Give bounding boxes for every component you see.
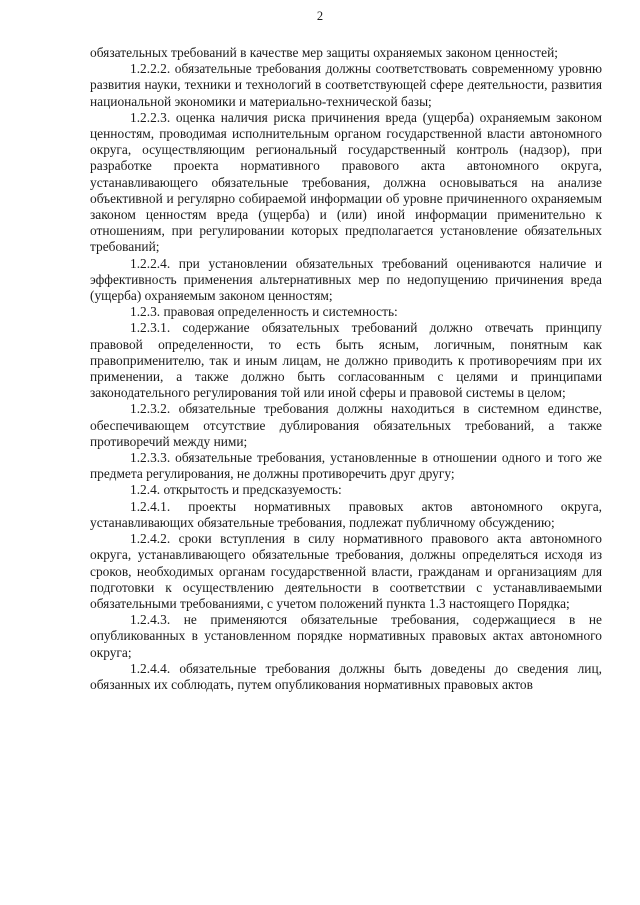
paragraph-1-2-4-1: 1.2.4.1. проекты нормативных правовых актов автономного округа, устанавливающих обязательные требования, подлежат публичному обсуждению; (90, 498, 602, 530)
paragraph-1-2-2-2: 1.2.2.2. обязательные требования должны соответствовать современному уровню развития науки, техники и технологий в соответствующей сфере деятельности, развития национальной экономики и материально-технической базы; (90, 61, 602, 109)
paragraph-1-2-3-3: 1.2.3.3. обязательные требования, установленные в отношении одного и того же предмета регулирования, не должны противоречить друг другу; (90, 450, 602, 482)
paragraph-1-2-3: 1.2.3. правовая определенность и системность: (130, 304, 398, 320)
paragraph-1-2-4-3: 1.2.4.3. не применяются обязательные требования, содержащиеся в не опубликованных в установленном порядке нормативных правовых актах автономного округа; (90, 612, 602, 660)
document-body (90, 45, 602, 693)
paragraph-1-2-4-4: 1.2.4.4. обязательные требования должны быть доведены до сведения лиц, обязанных их соблюдать, путем опубликования нормативных правовых актов (90, 660, 602, 692)
paragraph-continuation: обязательных требований в качестве мер защиты охраняемых законом ценностей; (90, 45, 558, 60)
paragraph-1-2-3-2: 1.2.3.2. обязательные требования должны находиться в системном единстве, обеспечивающем отсутствие дублирования обязательных требований, а также противоречий между ними; (90, 401, 602, 449)
paragraph-1-2-2-4: 1.2.2.4. при установлении обязательных требований оцениваются наличие и эффективность применения альтернативных мер по недопущению причинения вреда (ущерба) охраняемым законом ценностям; (90, 255, 602, 304)
paragraph-1-2-4-2: 1.2.4.2. сроки вступления в силу нормативного правового акта автономного округа, устанавливающего обязательные требования, должны определяться исходя из сроков, необходимых органам государственной власти, гражданам и организациям для подготовки к осуществлению деятельности в соответствии с устанавливаемыми обязательными требованиями, с учетом положений пункта 1.3 настоящего Порядка; (90, 531, 602, 611)
paragraph-1-2-2-3: 1.2.2.3. оценка наличия риска причинения вреда (ущерба) охраняемым законом ценностям, проводимая исполнительным органом государственной власти автономного округа, осуществляющим региональный государственный контроль (надзор), при разработке проекта нормативного правового акта автономного округа, устанавливающего обязательные требования, должна основываться на анализе объективной и регулярно собираемой информации об уровне причиненного охраняемым законом ценностям вреда (ущерба) и (или) иной информации применительно к отношениям, при регулировании которых предполагается установление обязательных требований; (90, 109, 602, 255)
paragraph-1-2-4: 1.2.4. открытость и предсказуемость: (130, 482, 342, 498)
page-number: 2 (316, 9, 324, 23)
paragraph-1-2-3-1: 1.2.3.1. содержание обязательных требований должно отвечать принципу правовой определенности, то есть быть ясным, логичным, понятным как правоприменителю, так и иным лицам, не должно приводить к противоречиям при их применении, а также должно быть согласованным с целями и принципами законодательного регулирования той или иной сферы и правовой системы в целом; (90, 320, 602, 401)
